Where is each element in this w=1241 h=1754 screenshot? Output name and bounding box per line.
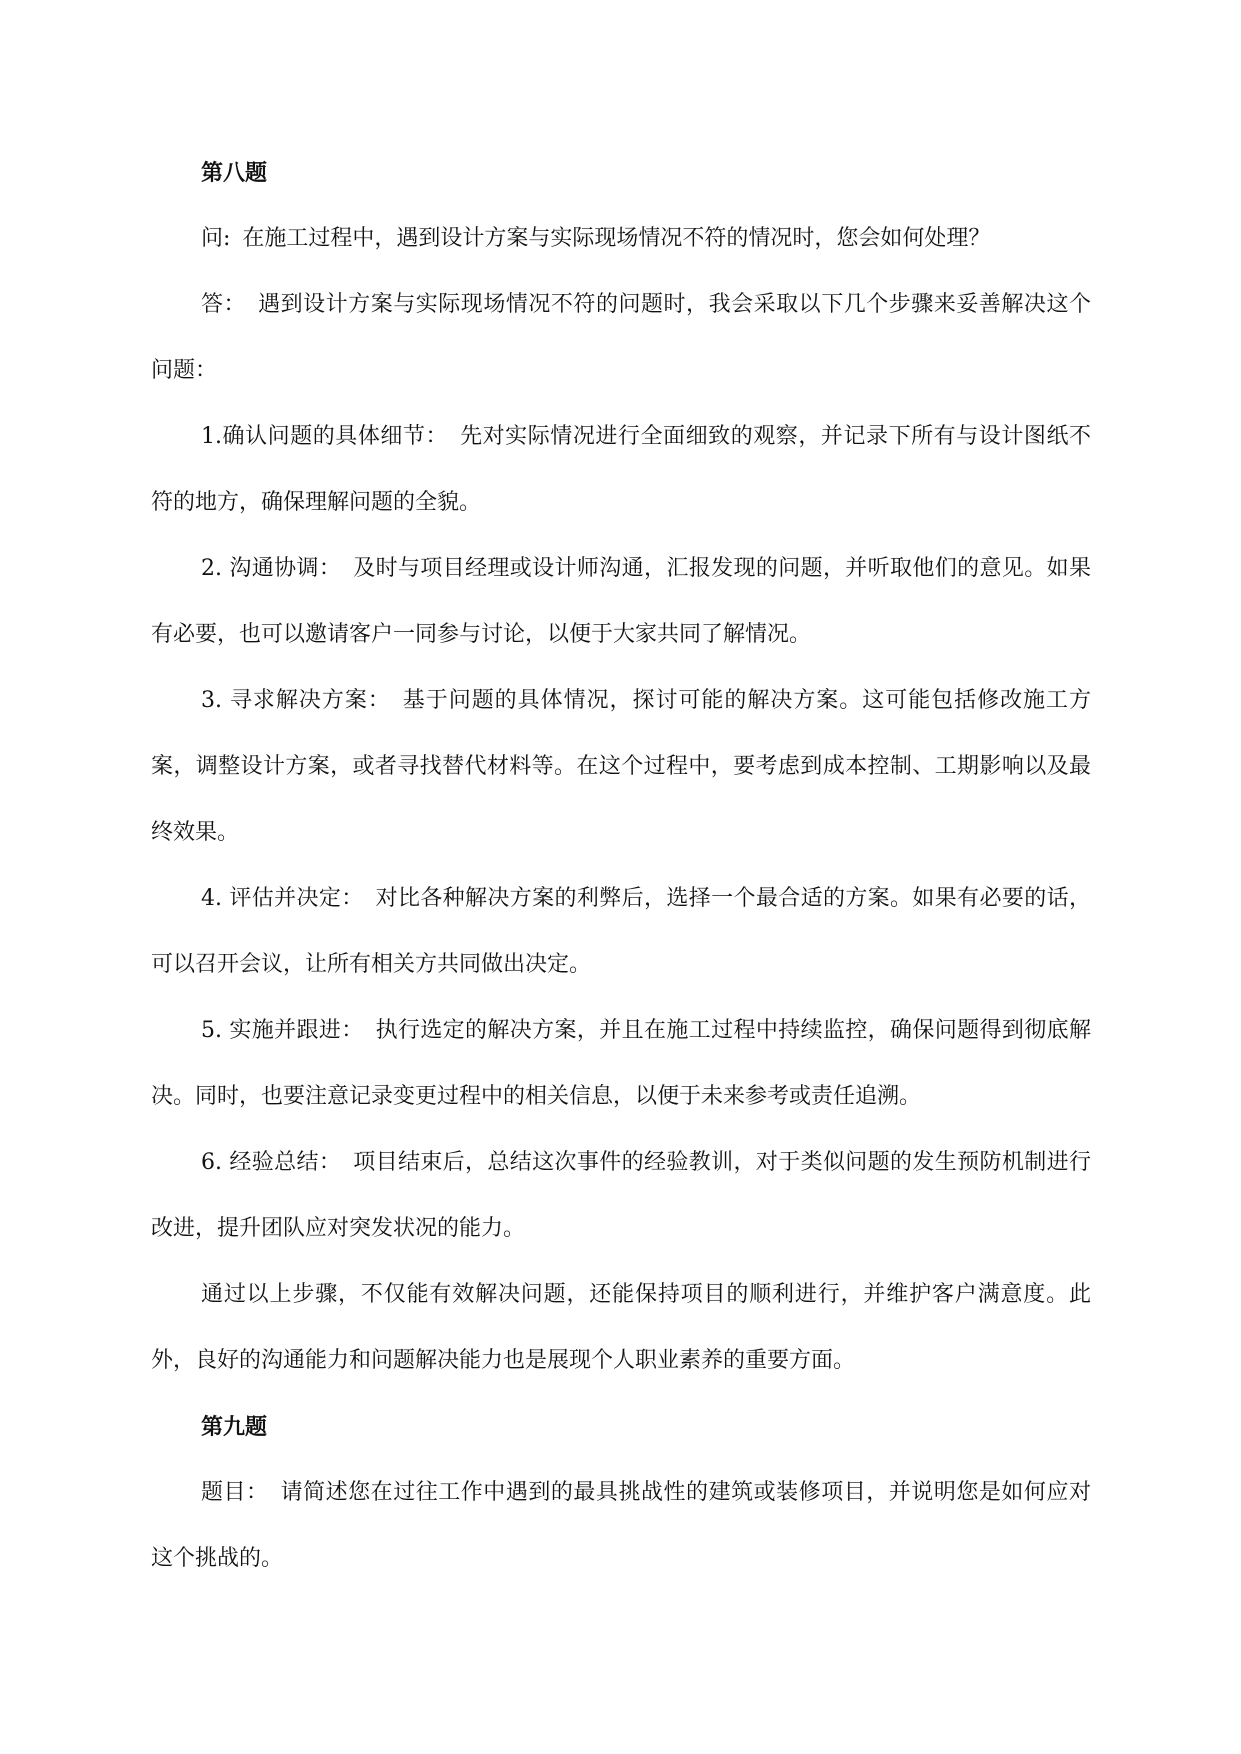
step-label: 3. 寻求解决方案：: [201, 688, 391, 713]
answer-text: 遇到设计方案与实际现场情况不符的问题时，我会采取以下几个步骤来妥善解决这个问题：: [151, 292, 1091, 383]
question-text: 请简述您在过往工作中遇到的最具挑战性的建筑或装修项目，并说明您是如何应对这个挑战的。: [151, 1480, 1091, 1571]
step-label: 2. 沟通协调：: [201, 556, 342, 581]
question-text: 在施工过程中，遇到设计方案与实际现场情况不符的情况时，您会如何处理？: [242, 226, 991, 251]
step-6: [151, 1130, 1091, 1262]
question-label: 问:: [201, 226, 231, 251]
section-9-title: 第九题: [201, 1414, 268, 1440]
step-label: 4. 评估并决定：: [201, 886, 364, 911]
step-4: [151, 866, 1091, 998]
step-text: 项目结束后，总结这次事件的经验教训，对于类似问题的发生预防机制进行改进，提升团队应对突发状况的能力。: [151, 1150, 1091, 1241]
section-9-question: [151, 1460, 1091, 1592]
step-label: 6. 经验总结：: [201, 1150, 342, 1175]
step-2: [151, 536, 1091, 668]
question-label: 题目：: [201, 1480, 269, 1505]
section-8-title: 第八题: [201, 160, 268, 186]
step-text: 先对实际情况进行全面细致的观察，并记录下所有与设计图纸不符的地方，确保理解问题的全貌。: [151, 424, 1091, 515]
answer-label: 答：: [201, 292, 247, 317]
section-8-conclusion: 通过以上步骤，不仅能有效解决问题，还能保持项目的顺利进行，并维护客户满意度。此外，良好的沟通能力和问题解决能力也是展现个人职业素养的重要方面。: [151, 1282, 1091, 1373]
section-8-answer-intro: [151, 272, 1091, 404]
step-5: [151, 998, 1091, 1130]
step-text: 执行选定的解决方案，并且在施工过程中持续监控，确保问题得到彻底解决。同时，也要注意记录变更过程中的相关信息，以便于未来参考或责任追溯。: [151, 1018, 1092, 1109]
step-label: 1.确认问题的具体细节：: [201, 424, 449, 449]
step-label: 5. 实施并跟进：: [201, 1018, 364, 1043]
step-text: 基于问题的具体情况，探讨可能的解决方案。这可能包括修改施工方案，调整设计方案，或者寻找替代材料等。在这个过程中，要考虑到成本控制、工期影响以及最终效果。: [151, 688, 1091, 845]
document-body: [151, 140, 1091, 1592]
step-text: 对比各种解决方案的利弊后，选择一个最合适的方案。如果有必要的话，可以召开会议，让所有相关方共同做出决定。: [151, 886, 1092, 977]
step-1: [151, 404, 1091, 536]
step-3: [151, 668, 1091, 866]
step-text: 及时与项目经理或设计师沟通，汇报发现的问题，并听取他们的意见。如果有必要，也可以邀请客户一同参与讨论，以便于大家共同了解情况。: [151, 556, 1091, 647]
section-8-question: [151, 206, 1091, 272]
